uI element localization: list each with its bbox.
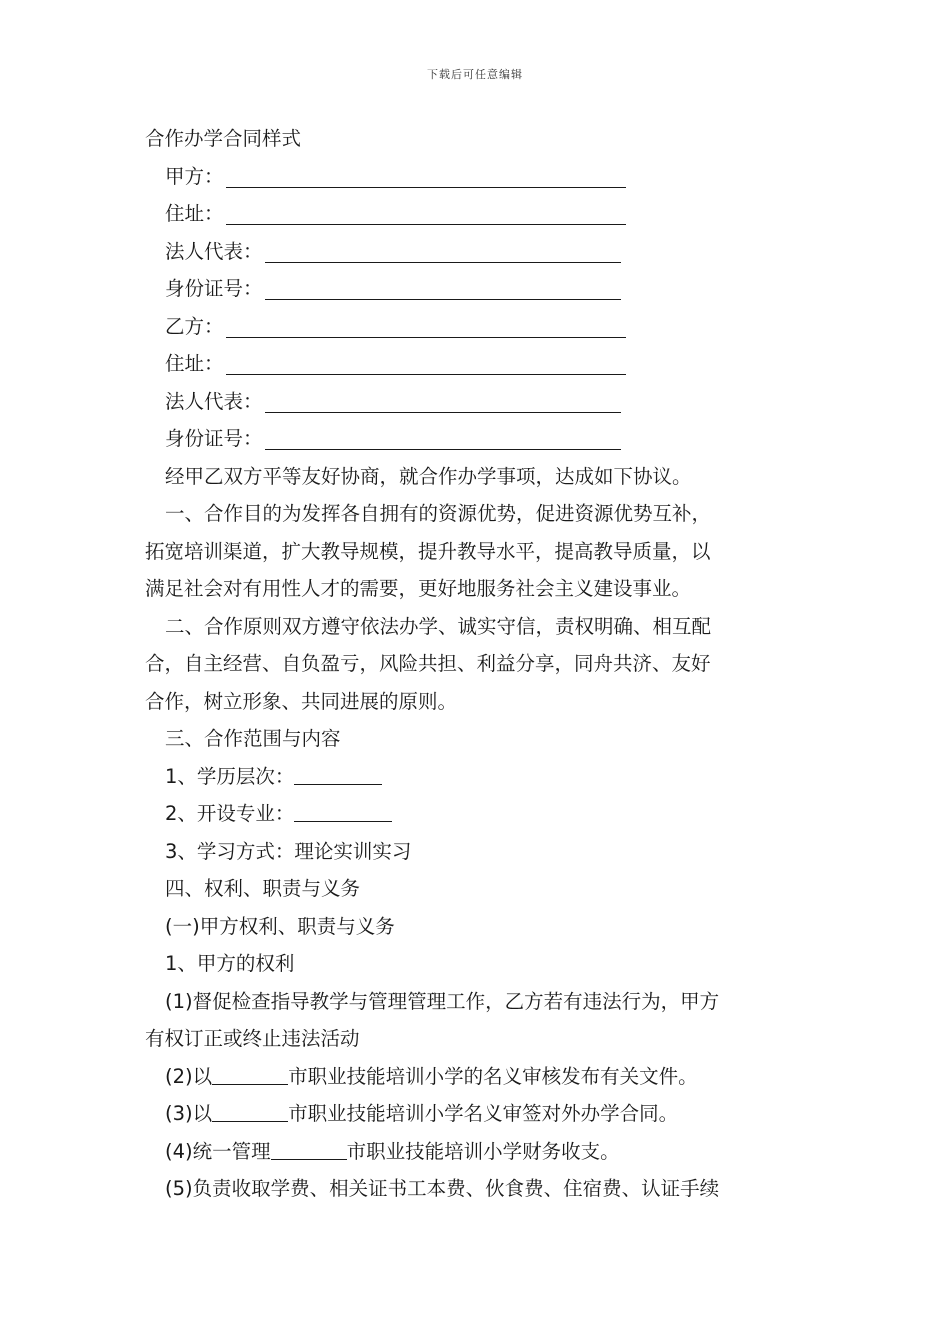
party-b-rep-row [145, 383, 810, 421]
party-b-name-label: 乙方： [165, 314, 224, 338]
section3-item3: 3、学习方式：理论实训实习 [165, 839, 412, 863]
party-a-id-label: 身份证号： [165, 277, 263, 300]
party-a-rep-label: 法人代表： [165, 239, 263, 263]
section4-p4-pre: (4)统一管理 [165, 1139, 271, 1163]
document-title: 合作办学合同样式 [145, 127, 302, 150]
party-b-rep-blank[interactable] [265, 390, 621, 413]
party-b-id-label: 身份证号： [165, 427, 263, 450]
section2-line2: 合，自主经营、自负盈亏，风险共担、利益分享，同舟共济、友好 [145, 652, 711, 675]
city-blank-3[interactable] [271, 1139, 347, 1160]
section4-p2-pre: (2)以 [165, 1064, 213, 1088]
party-b-address-blank[interactable] [226, 352, 626, 375]
party-b-rep-label: 法人代表： [165, 389, 263, 413]
section4-p2 [145, 1058, 810, 1096]
section4-p5: (5)负责收取学费、相关证书工本费、伙食费、住宿费、认证手续 [165, 1177, 720, 1200]
section4-p1-line2: 有权订正或终止违法活动 [145, 1027, 360, 1050]
contract-body [145, 120, 810, 1208]
party-a-address-blank[interactable] [226, 202, 626, 225]
section4-p1-line1: (1)督促检查指导教学与管理管理工作，乙方若有违法行为，甲方 [165, 989, 720, 1013]
section3-item2-label: 2、开设专业： [165, 802, 295, 825]
section3-item2 [145, 795, 810, 833]
party-a-name-label: 甲方： [165, 164, 224, 188]
party-a-id-blank[interactable] [265, 277, 621, 300]
section4-sub1: (一)甲方权利、职责与义务 [165, 914, 395, 938]
major-blank[interactable] [294, 801, 392, 822]
party-b-address-label: 住址： [165, 352, 224, 375]
section3-item1-label: 1、学历层次： [165, 764, 295, 788]
section1-line2: 拓宽培训渠道，扩大教导规模，提升教导水平，提高教导质量，以 [145, 539, 711, 563]
city-blank-2[interactable] [212, 1101, 288, 1122]
intro-paragraph: 经甲乙双方平等友好协商，就合作办学事项，达成如下协议。 [165, 464, 692, 488]
party-a-rep-row [145, 233, 810, 271]
party-a-id-row [145, 270, 810, 308]
party-a-name-row [145, 158, 810, 196]
section2-line1: 二、合作原则双方遵守依法办学、诚实守信，责权明确、相互配 [165, 614, 712, 638]
section3-item1 [145, 758, 810, 796]
party-a-rep-blank[interactable] [265, 240, 621, 263]
city-blank-1[interactable] [212, 1064, 288, 1085]
party-a-address-label: 住址： [165, 202, 224, 225]
section4-p4-post: 市职业技能培训小学财务收支。 [346, 1139, 620, 1163]
party-b-id-row [145, 420, 810, 458]
education-level-blank[interactable] [294, 764, 382, 785]
section4-sub1-1: 1、甲方的权利 [165, 952, 295, 975]
party-a-name-blank[interactable] [226, 165, 626, 188]
section1-line3: 满足社会对有用性人才的需要，更好地服务社会主义建设事业。 [145, 577, 692, 600]
section4-p3-pre: (3)以 [165, 1102, 213, 1125]
party-a-address-row [145, 195, 810, 233]
section3-heading: 三、合作范围与内容 [165, 727, 341, 750]
party-b-id-blank[interactable] [265, 427, 621, 450]
party-b-name-row [145, 308, 810, 346]
party-b-address-row [145, 345, 810, 383]
section4-p2-post: 市职业技能培训小学的名义审核发布有关文件。 [288, 1064, 698, 1088]
section1-line1: 一、合作目的为发挥各自拥有的资源优势，促进资源优势互补， [165, 502, 712, 525]
section4-p3-post: 市职业技能培训小学名义审签对外办学合同。 [288, 1102, 679, 1125]
section4-p3 [145, 1095, 810, 1133]
party-b-name-blank[interactable] [226, 315, 626, 338]
section4-p4 [145, 1133, 810, 1171]
section2-line3: 合作，树立形象、共同进展的原则。 [145, 689, 458, 713]
page-header-note: 下载后可任意编辑 [427, 68, 523, 81]
section4-heading: 四、权利、职责与义务 [165, 877, 361, 900]
